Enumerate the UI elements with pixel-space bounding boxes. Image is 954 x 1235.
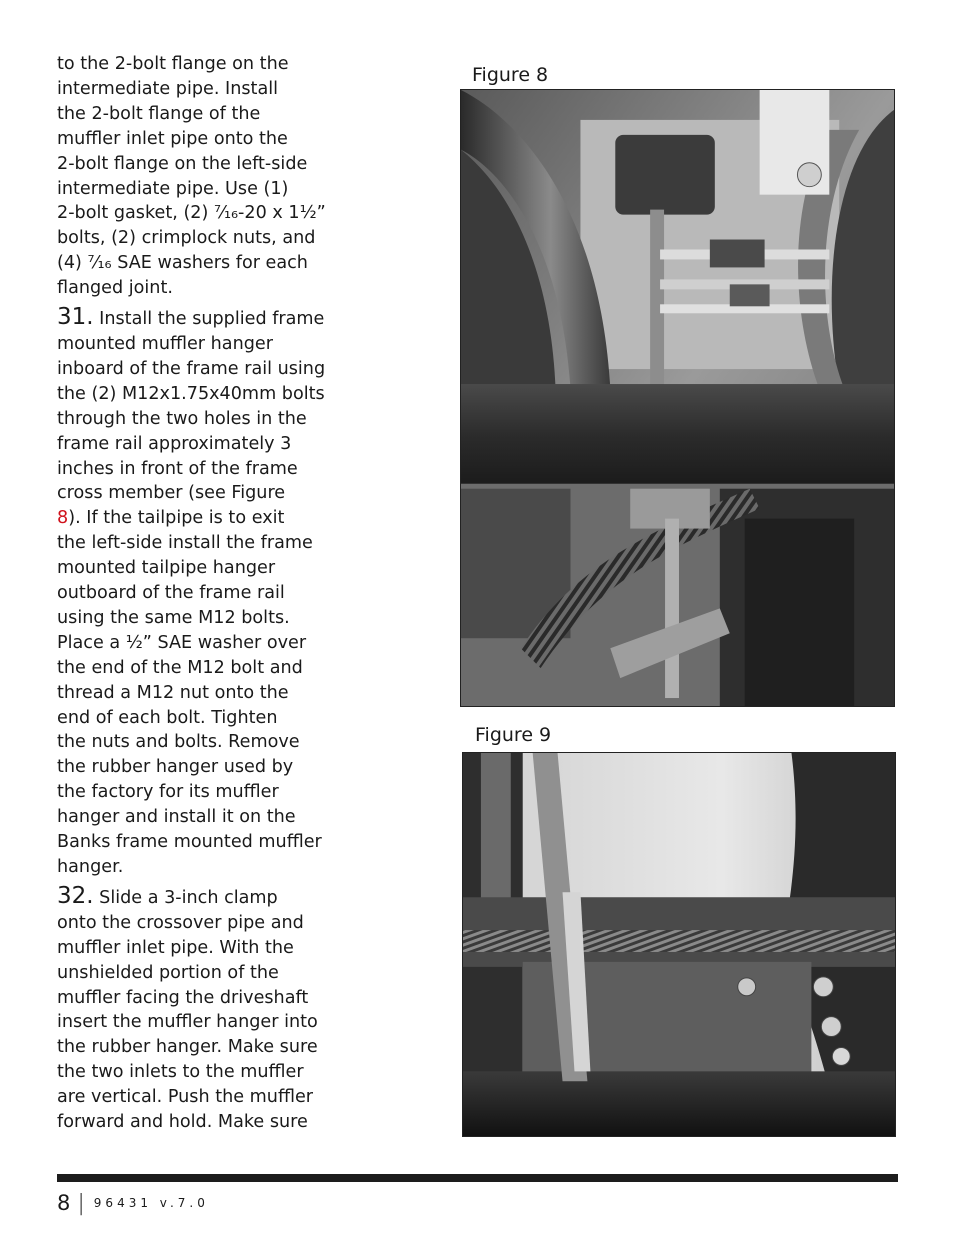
undercarriage-photo-illustration — [461, 90, 894, 706]
text-line: are vertical. Push the muffler — [57, 1087, 314, 1108]
figure-8-caption: Figure 8 — [472, 64, 549, 86]
text-line: using the same M12 bolts. — [57, 607, 290, 628]
text-line: end of each bolt. Tighten — [57, 707, 278, 728]
text-line: Banks frame mounted muffler — [57, 832, 322, 853]
text-line: frame rail approximately 3 — [57, 433, 292, 454]
step-number: 32. — [57, 882, 94, 909]
figure-9-caption: Figure 9 — [475, 724, 552, 746]
text-line: ). If the tailpipe is to exit — [68, 508, 285, 529]
step-32-first-line — [57, 884, 332, 911]
text-line: the left-side install the frame — [57, 533, 313, 554]
text-line: unshielded portion of the — [57, 962, 279, 983]
text-line: the 2-bolt flange of the — [57, 103, 261, 124]
text-line: mounted muffler hanger — [57, 333, 273, 354]
text-line: hanger and install it on the — [57, 807, 296, 828]
text-line: the rubber hanger. Make sure — [57, 1037, 318, 1058]
text-line: Install the supplied frame — [93, 309, 325, 330]
step-31 — [57, 305, 332, 880]
text-line: inches in front of the frame — [57, 458, 298, 479]
text-line: inboard of the frame rail using — [57, 358, 326, 379]
page-number: 8 — [57, 1191, 71, 1215]
body-text-column — [57, 52, 332, 1135]
text-line: Place a ½” SAE washer over — [57, 632, 307, 653]
intro-paragraph — [57, 52, 332, 301]
text-line: muffler facing the driveshaft — [57, 987, 309, 1008]
footer-rule — [57, 1174, 898, 1182]
text-line: (4) ⁷⁄₁₆ SAE washers for each — [57, 253, 308, 274]
text-line: the nuts and bolts. Remove — [57, 732, 300, 753]
figure-9-photo — [462, 752, 896, 1137]
text-line: forward and hold. Make sure — [57, 1112, 308, 1133]
text-line: through the two holes in the — [57, 408, 307, 429]
text-line: insert the muffler hanger into — [57, 1012, 318, 1033]
text-line: 2-bolt gasket, (2) ⁷⁄₁₆-20 x 1½” — [57, 203, 326, 224]
text-line: outboard of the frame rail — [57, 583, 285, 604]
step-32 — [57, 884, 332, 1135]
figure-8-link[interactable]: 8 — [57, 508, 69, 529]
step-31-first-line — [57, 305, 332, 332]
figure-ref-line — [57, 506, 332, 531]
text-line: Slide a 3-inch clamp — [93, 887, 278, 908]
text-line: mounted tailpipe hanger — [57, 558, 276, 579]
text-line: to the 2-bolt flange on the — [57, 54, 289, 74]
text-line: 2-bolt flange on the left-side — [57, 153, 308, 174]
text-line: the factory for its muffler — [57, 782, 279, 803]
document-id: 96431 v.7.0 — [93, 1196, 209, 1210]
text-line: muffler inlet pipe. With the — [57, 937, 294, 958]
text-line: the end of the M12 bolt and — [57, 657, 303, 678]
text-line: bolts, (2) crimplock nuts, and — [57, 228, 316, 249]
text-line: the two inlets to the muffler — [57, 1062, 304, 1083]
text-line: intermediate pipe. Use (1) — [57, 178, 289, 199]
figure-8-photo — [460, 89, 895, 707]
text-line: the rubber hanger used by — [57, 757, 294, 778]
page-footer — [57, 1190, 209, 1216]
text-line: the (2) M12x1.75x40mm bolts — [57, 383, 325, 404]
text-line: flanged joint. — [57, 278, 173, 299]
text-line: thread a M12 nut onto the — [57, 682, 289, 703]
step-number: 31. — [57, 304, 94, 331]
footer-separator: | — [77, 1190, 85, 1216]
text-line: cross member (see Figure — [57, 483, 286, 504]
text-line: muffler inlet pipe onto the — [57, 128, 288, 149]
text-line: onto the crossover pipe and — [57, 912, 304, 933]
text-line: hanger. — [57, 857, 124, 877]
muffler-hanger-photo-illustration — [463, 753, 895, 1136]
text-line: intermediate pipe. Install — [57, 78, 278, 99]
